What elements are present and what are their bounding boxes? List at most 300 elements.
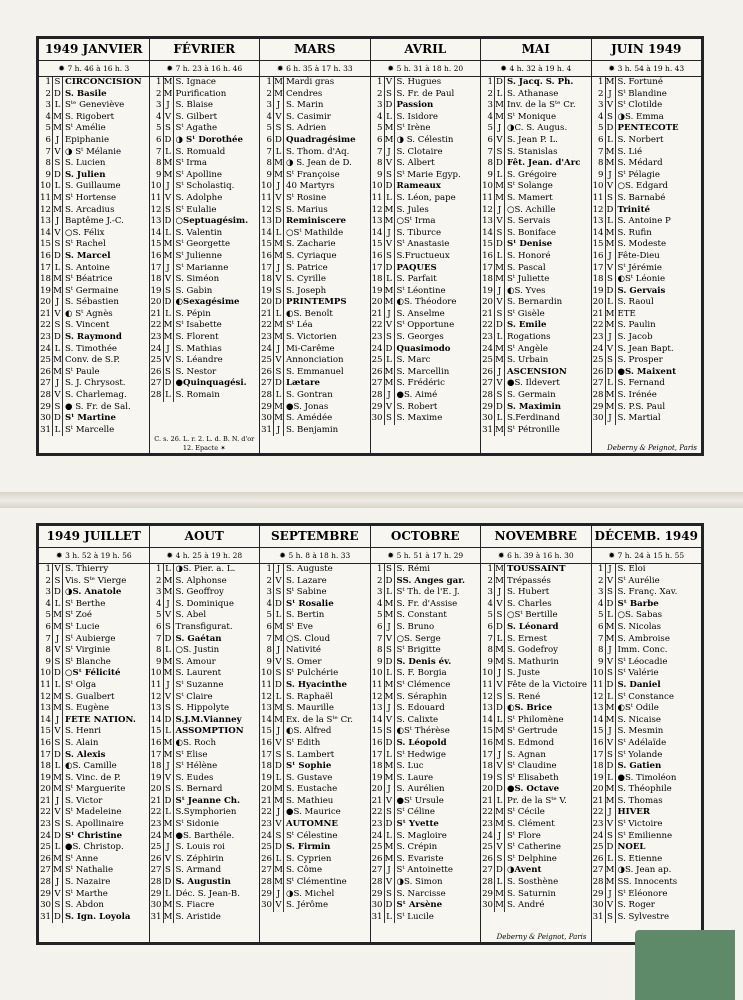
weekday-letter: D xyxy=(53,170,63,182)
saint-name: Sᵗ Adélaïde xyxy=(617,737,667,748)
weekday-letter: S xyxy=(53,738,63,750)
saint-name: S. René xyxy=(507,691,541,702)
day-row xyxy=(592,564,702,576)
weekday-letter: V xyxy=(606,900,616,912)
day-row xyxy=(39,205,149,217)
weekday-letter: S xyxy=(606,668,616,680)
saint-name: Sᵗᵉ Geneviève xyxy=(65,100,125,111)
saint-name: Sᵗ Sidonie xyxy=(175,819,219,830)
saint-name: S. Abel xyxy=(175,610,207,621)
weekday-letter: M xyxy=(163,587,173,598)
day-row xyxy=(592,77,702,89)
weekday-letter: M xyxy=(605,865,615,876)
weekday-letter: D xyxy=(495,158,505,170)
weekday-letter: J xyxy=(164,842,174,854)
weekday-letter: M xyxy=(274,88,283,99)
day-row xyxy=(260,112,370,124)
calendar-card-top xyxy=(0,0,743,492)
day-row xyxy=(39,761,149,773)
saint-name: S. Vincent xyxy=(65,320,110,331)
day-row xyxy=(481,158,591,170)
day-row xyxy=(39,819,149,831)
weekday-letter: J xyxy=(274,181,284,193)
sunrise-sunset xyxy=(481,548,591,564)
saint-name: S. Amédée xyxy=(286,413,333,424)
weekday-letter: J xyxy=(495,750,505,762)
day-number: 18 xyxy=(371,274,383,285)
day-number: 30 xyxy=(592,413,604,424)
weekday-letter: J xyxy=(606,251,616,263)
saint-name: S. Jérôme xyxy=(286,900,329,911)
day-row xyxy=(481,216,591,228)
day-row xyxy=(371,587,481,599)
saint-name: Sᵗ Béatrice xyxy=(65,274,113,285)
month-title: NOVEMBRE xyxy=(481,526,591,548)
day-row xyxy=(481,402,591,414)
weekday-letter: V xyxy=(606,657,616,669)
weekday-letter: V xyxy=(164,274,174,286)
day-number: 3 xyxy=(260,587,274,599)
saint-name: S. Marius xyxy=(286,204,328,215)
weekday-letter: S xyxy=(385,889,395,901)
day-number: 5 xyxy=(260,123,274,135)
saint-name: ◑S. Jean ap. xyxy=(617,865,672,876)
day-row xyxy=(150,634,260,646)
day-row xyxy=(371,402,481,414)
day-number: 26 xyxy=(482,366,493,377)
weekday-letter: V xyxy=(385,877,395,889)
weekday-letter: S xyxy=(53,158,63,170)
weekday-letter: M xyxy=(53,274,62,285)
day-list xyxy=(260,564,370,942)
day-number: 28 xyxy=(482,877,493,888)
day-number: 22 xyxy=(482,320,493,331)
day-number: 18 xyxy=(592,761,604,772)
saint-name: Sᵗ Édith xyxy=(286,737,321,748)
saint-name: Sᵗ Sophie xyxy=(286,761,332,772)
day-number: 9 xyxy=(39,170,53,182)
day-row xyxy=(371,263,481,275)
day-row xyxy=(260,367,370,379)
day-row xyxy=(39,228,149,240)
weekday-letter: V xyxy=(164,355,174,367)
day-number: 24 xyxy=(371,830,383,841)
day-number: 20 xyxy=(592,784,604,795)
saint-name: S. Lié xyxy=(617,146,643,157)
weekday-letter: S xyxy=(495,610,505,622)
saint-name: S. Arcadius xyxy=(65,204,115,215)
saint-name: Sᵗ Julienne xyxy=(175,250,222,261)
day-number: 12 xyxy=(482,204,493,215)
day-number: 21 xyxy=(40,308,51,319)
day-row xyxy=(371,205,481,217)
weekday-letter: M xyxy=(384,842,394,853)
weekday-letter: M xyxy=(495,575,504,586)
day-row xyxy=(150,193,260,205)
saint-name: Sᵗ Blanche xyxy=(65,656,111,667)
saint-name: S. Vinc. de P. xyxy=(65,772,121,783)
weekday-letter: M xyxy=(384,297,394,308)
day-row xyxy=(371,645,481,657)
saint-name: S. Victorien xyxy=(286,332,337,343)
saint-name: Sᵗ Barbe xyxy=(617,598,659,609)
saint-name: ●S. Timoléon xyxy=(617,772,677,783)
day-number: 21 xyxy=(261,308,272,319)
day-row xyxy=(592,158,702,170)
saint-name: Sᵗ Denise xyxy=(507,239,553,250)
weekday-letter: D xyxy=(495,320,505,332)
weekday-letter: M xyxy=(163,332,173,343)
saint-name: Sᵗ Suzanne xyxy=(175,679,224,690)
day-row xyxy=(39,77,149,89)
day-number: 30 xyxy=(371,413,383,424)
weekday-letter: L xyxy=(495,796,505,808)
day-number: 19 xyxy=(592,772,604,783)
saint-name: S. Théophile xyxy=(617,784,672,795)
day-row xyxy=(260,564,370,576)
day-number: 7 xyxy=(592,147,606,159)
day-number: 3 xyxy=(481,100,495,112)
day-row xyxy=(260,158,370,170)
day-number: 28 xyxy=(261,877,272,888)
day-list xyxy=(371,77,481,453)
weekday-letter: M xyxy=(384,134,394,145)
day-row xyxy=(481,865,591,877)
weekday-letter: M xyxy=(605,621,615,632)
day-number: 19 xyxy=(261,772,272,783)
weekday-letter: D xyxy=(53,251,63,263)
day-number: 11 xyxy=(592,192,604,203)
day-number: 18 xyxy=(150,274,162,285)
day-number: 26 xyxy=(40,366,51,377)
day-number: 9 xyxy=(371,657,385,669)
sunrise-sunset xyxy=(39,548,149,564)
saint-name: Sᵗ Clotilde xyxy=(617,100,663,111)
weekday-letter: V xyxy=(164,773,174,785)
day-number: 7 xyxy=(260,147,274,159)
day-number: 13 xyxy=(261,216,272,227)
saint-name: S. Thomas xyxy=(617,795,663,806)
weekday-letter: D xyxy=(385,738,395,750)
weekday-letter: D xyxy=(606,680,616,692)
weekday-letter: M xyxy=(384,378,394,389)
month-column xyxy=(150,39,261,453)
sun-times: 3 h. 54 à 19 h. 43 xyxy=(617,64,685,73)
day-number: 21 xyxy=(261,795,272,806)
day-number: 16 xyxy=(150,737,162,748)
saint-name: S. Tiburce xyxy=(396,227,442,238)
day-row xyxy=(481,170,591,182)
weekday-letter: M xyxy=(384,679,394,690)
day-number: 22 xyxy=(592,807,604,818)
weekday-letter: M xyxy=(384,691,394,702)
day-row xyxy=(481,135,591,147)
saint-name: Sᵗ Jérémie xyxy=(617,262,662,273)
weekday-letter: V xyxy=(606,181,616,193)
day-number: 12 xyxy=(150,204,162,215)
saint-name: ●S. Barthéle. xyxy=(175,830,235,841)
day-number: 3 xyxy=(39,100,53,112)
sun-icon: ✹ xyxy=(387,551,397,560)
weekday-letter: M xyxy=(53,865,62,876)
weekday-letter: S xyxy=(385,251,395,263)
weekday-letter: S xyxy=(495,228,505,240)
saint-name: S. Siméon xyxy=(175,274,220,285)
day-row xyxy=(592,355,702,367)
weekday-letter: V xyxy=(495,135,505,147)
sunrise-sunset xyxy=(260,548,370,564)
day-number: 18 xyxy=(482,761,493,772)
saint-name: S. Romuald xyxy=(175,146,226,157)
day-row xyxy=(260,750,370,762)
saint-name: Sᵗ Cécile xyxy=(507,807,545,818)
saint-name: S. Blaise xyxy=(175,100,213,111)
weekday-letter: M xyxy=(53,192,62,203)
weekday-letter: D xyxy=(53,332,63,344)
day-number: 3 xyxy=(592,100,606,112)
day-row xyxy=(371,112,481,124)
day-row xyxy=(371,332,481,344)
saint-name: ◑ S. Célestin xyxy=(396,134,454,145)
day-row xyxy=(260,773,370,785)
saint-name: Fête de la Victoire xyxy=(507,679,587,690)
day-row xyxy=(371,147,481,159)
saint-name: S. J. Chrysost. xyxy=(65,378,126,389)
day-row xyxy=(481,576,591,588)
saint-name: S. Bertin xyxy=(286,610,325,621)
day-number: 8 xyxy=(39,645,53,657)
saint-name: S. Maxime xyxy=(396,413,443,424)
weekday-letter: M xyxy=(274,621,283,632)
day-row xyxy=(39,807,149,819)
day-row xyxy=(260,900,370,912)
day-row xyxy=(150,100,260,112)
day-number: 22 xyxy=(150,807,162,818)
day-number: 5 xyxy=(481,610,495,622)
day-number: 12 xyxy=(150,691,162,702)
weekday-letter: S xyxy=(53,402,63,414)
saint-name: S. Raoul xyxy=(617,297,654,308)
day-row xyxy=(150,332,260,344)
weekday-letter: D xyxy=(53,912,63,924)
weekday-letter: M xyxy=(384,216,394,227)
day-row xyxy=(39,715,149,727)
day-number: 24 xyxy=(261,343,272,354)
day-row xyxy=(150,77,260,89)
sun-icon: ✹ xyxy=(55,551,66,560)
saint-name: Sᵗ Anastasie xyxy=(396,239,450,250)
day-row xyxy=(260,77,370,89)
day-row xyxy=(481,773,591,785)
day-number: 7 xyxy=(481,147,495,159)
day-row xyxy=(39,657,149,669)
day-row xyxy=(371,634,481,646)
day-number: 6 xyxy=(150,622,164,634)
day-row xyxy=(150,692,260,704)
weekday-letter: J xyxy=(53,796,63,808)
weekday-letter: J xyxy=(274,564,284,576)
saint-name: ◐S. Alfred xyxy=(286,726,332,737)
weekday-letter: M xyxy=(53,772,62,783)
weekday-letter: M xyxy=(53,784,62,795)
day-number: 14 xyxy=(40,714,51,725)
day-row xyxy=(150,657,260,669)
weekday-letter: J xyxy=(385,309,395,321)
weekday-letter: M xyxy=(274,158,283,169)
day-number: 4 xyxy=(150,599,164,611)
day-list xyxy=(150,564,260,942)
weekday-letter: V xyxy=(385,715,395,727)
saint-name: Sᵗ Émilienne xyxy=(617,830,673,841)
day-row xyxy=(260,657,370,669)
weekday-letter: L xyxy=(164,390,174,402)
day-number: 14 xyxy=(40,227,51,238)
day-row xyxy=(371,158,481,170)
saint-name: S. Narcisse xyxy=(396,888,446,899)
weekday-letter: J xyxy=(495,587,505,599)
day-number: 17 xyxy=(150,262,162,273)
month-title: 1949 JUILLET xyxy=(39,526,149,548)
saint-name: S. Hyacinthe xyxy=(286,679,347,690)
saint-name: S. Rigobert xyxy=(65,111,115,122)
weekday-letter: J xyxy=(385,784,395,796)
day-row xyxy=(39,320,149,332)
day-number: 28 xyxy=(150,390,162,401)
day-list xyxy=(39,564,149,942)
day-row xyxy=(481,738,591,750)
saint-name: Sᵗ Aurélie xyxy=(617,575,660,586)
weekday-letter: L xyxy=(495,251,505,263)
sun-times: 5 h. 51 à 17 h. 29 xyxy=(396,551,464,560)
day-number: 24 xyxy=(482,830,493,841)
weekday-letter: D xyxy=(164,796,174,808)
weekday-letter: M xyxy=(495,564,504,574)
day-number: 6 xyxy=(592,135,606,147)
day-row xyxy=(39,645,149,657)
day-number: 27 xyxy=(40,378,51,389)
calendar-computus-note: C. s. 26. L. r. 2. L. d. B. N. d'or 12. Epacte ✶ xyxy=(154,435,255,452)
day-row xyxy=(481,286,591,298)
weekday-letter: J xyxy=(164,761,174,773)
day-number: 20 xyxy=(261,297,272,308)
day-row xyxy=(481,413,591,425)
weekday-letter: D xyxy=(385,344,395,356)
saint-name: S. Louis roi xyxy=(175,842,225,853)
day-number: 17 xyxy=(482,262,493,273)
day-list xyxy=(481,77,591,453)
day-row xyxy=(371,135,481,147)
weekday-letter: L xyxy=(385,274,395,286)
day-number: 2 xyxy=(39,89,53,101)
weekday-letter: L xyxy=(53,842,63,854)
weekday-letter: M xyxy=(384,204,394,215)
saint-name: Sᵗ Pétronille xyxy=(507,424,560,435)
weekday-letter: V xyxy=(606,344,616,356)
weekday-letter: L xyxy=(53,599,63,611)
day-row xyxy=(39,263,149,275)
day-row xyxy=(39,181,149,193)
saint-name: ◑ Sᵗ Dorothée xyxy=(175,134,243,145)
day-number: 8 xyxy=(150,645,164,657)
day-number: 10 xyxy=(150,668,162,679)
day-row xyxy=(150,378,260,390)
day-row xyxy=(150,228,260,240)
day-row xyxy=(150,854,260,866)
weekday-letter: J xyxy=(385,622,395,634)
weekday-letter: V xyxy=(385,239,395,251)
day-row xyxy=(150,147,260,159)
day-row xyxy=(39,390,149,402)
day-row xyxy=(592,193,702,205)
weekday-letter: J xyxy=(53,216,63,228)
weekday-letter: V xyxy=(606,100,616,112)
day-row xyxy=(150,205,260,217)
weekday-letter: V xyxy=(53,228,63,240)
saint-name: ○Sᵗ Irma xyxy=(396,216,436,227)
day-number: 14 xyxy=(261,227,272,238)
day-row xyxy=(371,622,481,634)
day-number: 29 xyxy=(150,888,162,899)
weekday-letter: M xyxy=(605,633,615,644)
weekday-letter: M xyxy=(53,703,62,714)
day-row xyxy=(592,413,702,425)
weekday-letter: S xyxy=(385,413,395,425)
weekday-letter: S xyxy=(164,367,174,379)
day-row xyxy=(260,703,370,715)
day-row xyxy=(260,854,370,866)
weekday-letter: S xyxy=(385,726,395,738)
day-row xyxy=(39,576,149,588)
weekday-letter: M xyxy=(274,250,283,261)
saint-name: Sᵗ Lucile xyxy=(396,911,434,922)
day-number: 14 xyxy=(150,714,162,725)
day-number: 30 xyxy=(261,413,272,424)
weekday-letter: L xyxy=(53,425,63,437)
day-row xyxy=(260,320,370,332)
weekday-letter: M xyxy=(274,633,283,644)
saint-name: ◐Sᵗ Thérèse xyxy=(396,726,450,737)
weekday-letter: V xyxy=(606,576,616,588)
sunrise-sunset xyxy=(371,61,481,77)
saint-name: Sᵗ Germaine xyxy=(65,285,119,296)
saint-name: S. Sébastien xyxy=(65,297,119,308)
saint-name: S. Lucien xyxy=(65,158,106,169)
sunrise-sunset xyxy=(39,61,149,77)
saint-name: S. Rufin xyxy=(617,227,652,238)
day-row xyxy=(481,657,591,669)
saint-name: Trinité xyxy=(617,204,651,215)
day-row xyxy=(481,715,591,727)
saint-name: ◑Avent xyxy=(507,865,542,876)
sun-icon: ✹ xyxy=(279,551,289,560)
saint-name: S. Marcellin xyxy=(396,366,450,377)
month-column xyxy=(592,526,702,942)
weekday-letter: M xyxy=(495,100,504,111)
day-number: 29 xyxy=(261,888,272,899)
saint-name: S. Bernardin xyxy=(507,297,563,308)
saint-name: Sᵗ Hortense xyxy=(65,192,117,203)
day-number: 5 xyxy=(592,123,606,135)
saint-name: S. Gontran xyxy=(286,390,333,401)
weekday-letter: L xyxy=(164,889,174,901)
weekday-letter: D xyxy=(606,599,616,611)
day-number: 28 xyxy=(371,390,383,401)
weekday-letter: L xyxy=(495,715,505,727)
saint-name: Sᵗ Flore xyxy=(507,830,541,841)
weekday-letter: M xyxy=(53,285,62,296)
day-row xyxy=(592,738,702,750)
day-number: 2 xyxy=(592,576,606,588)
